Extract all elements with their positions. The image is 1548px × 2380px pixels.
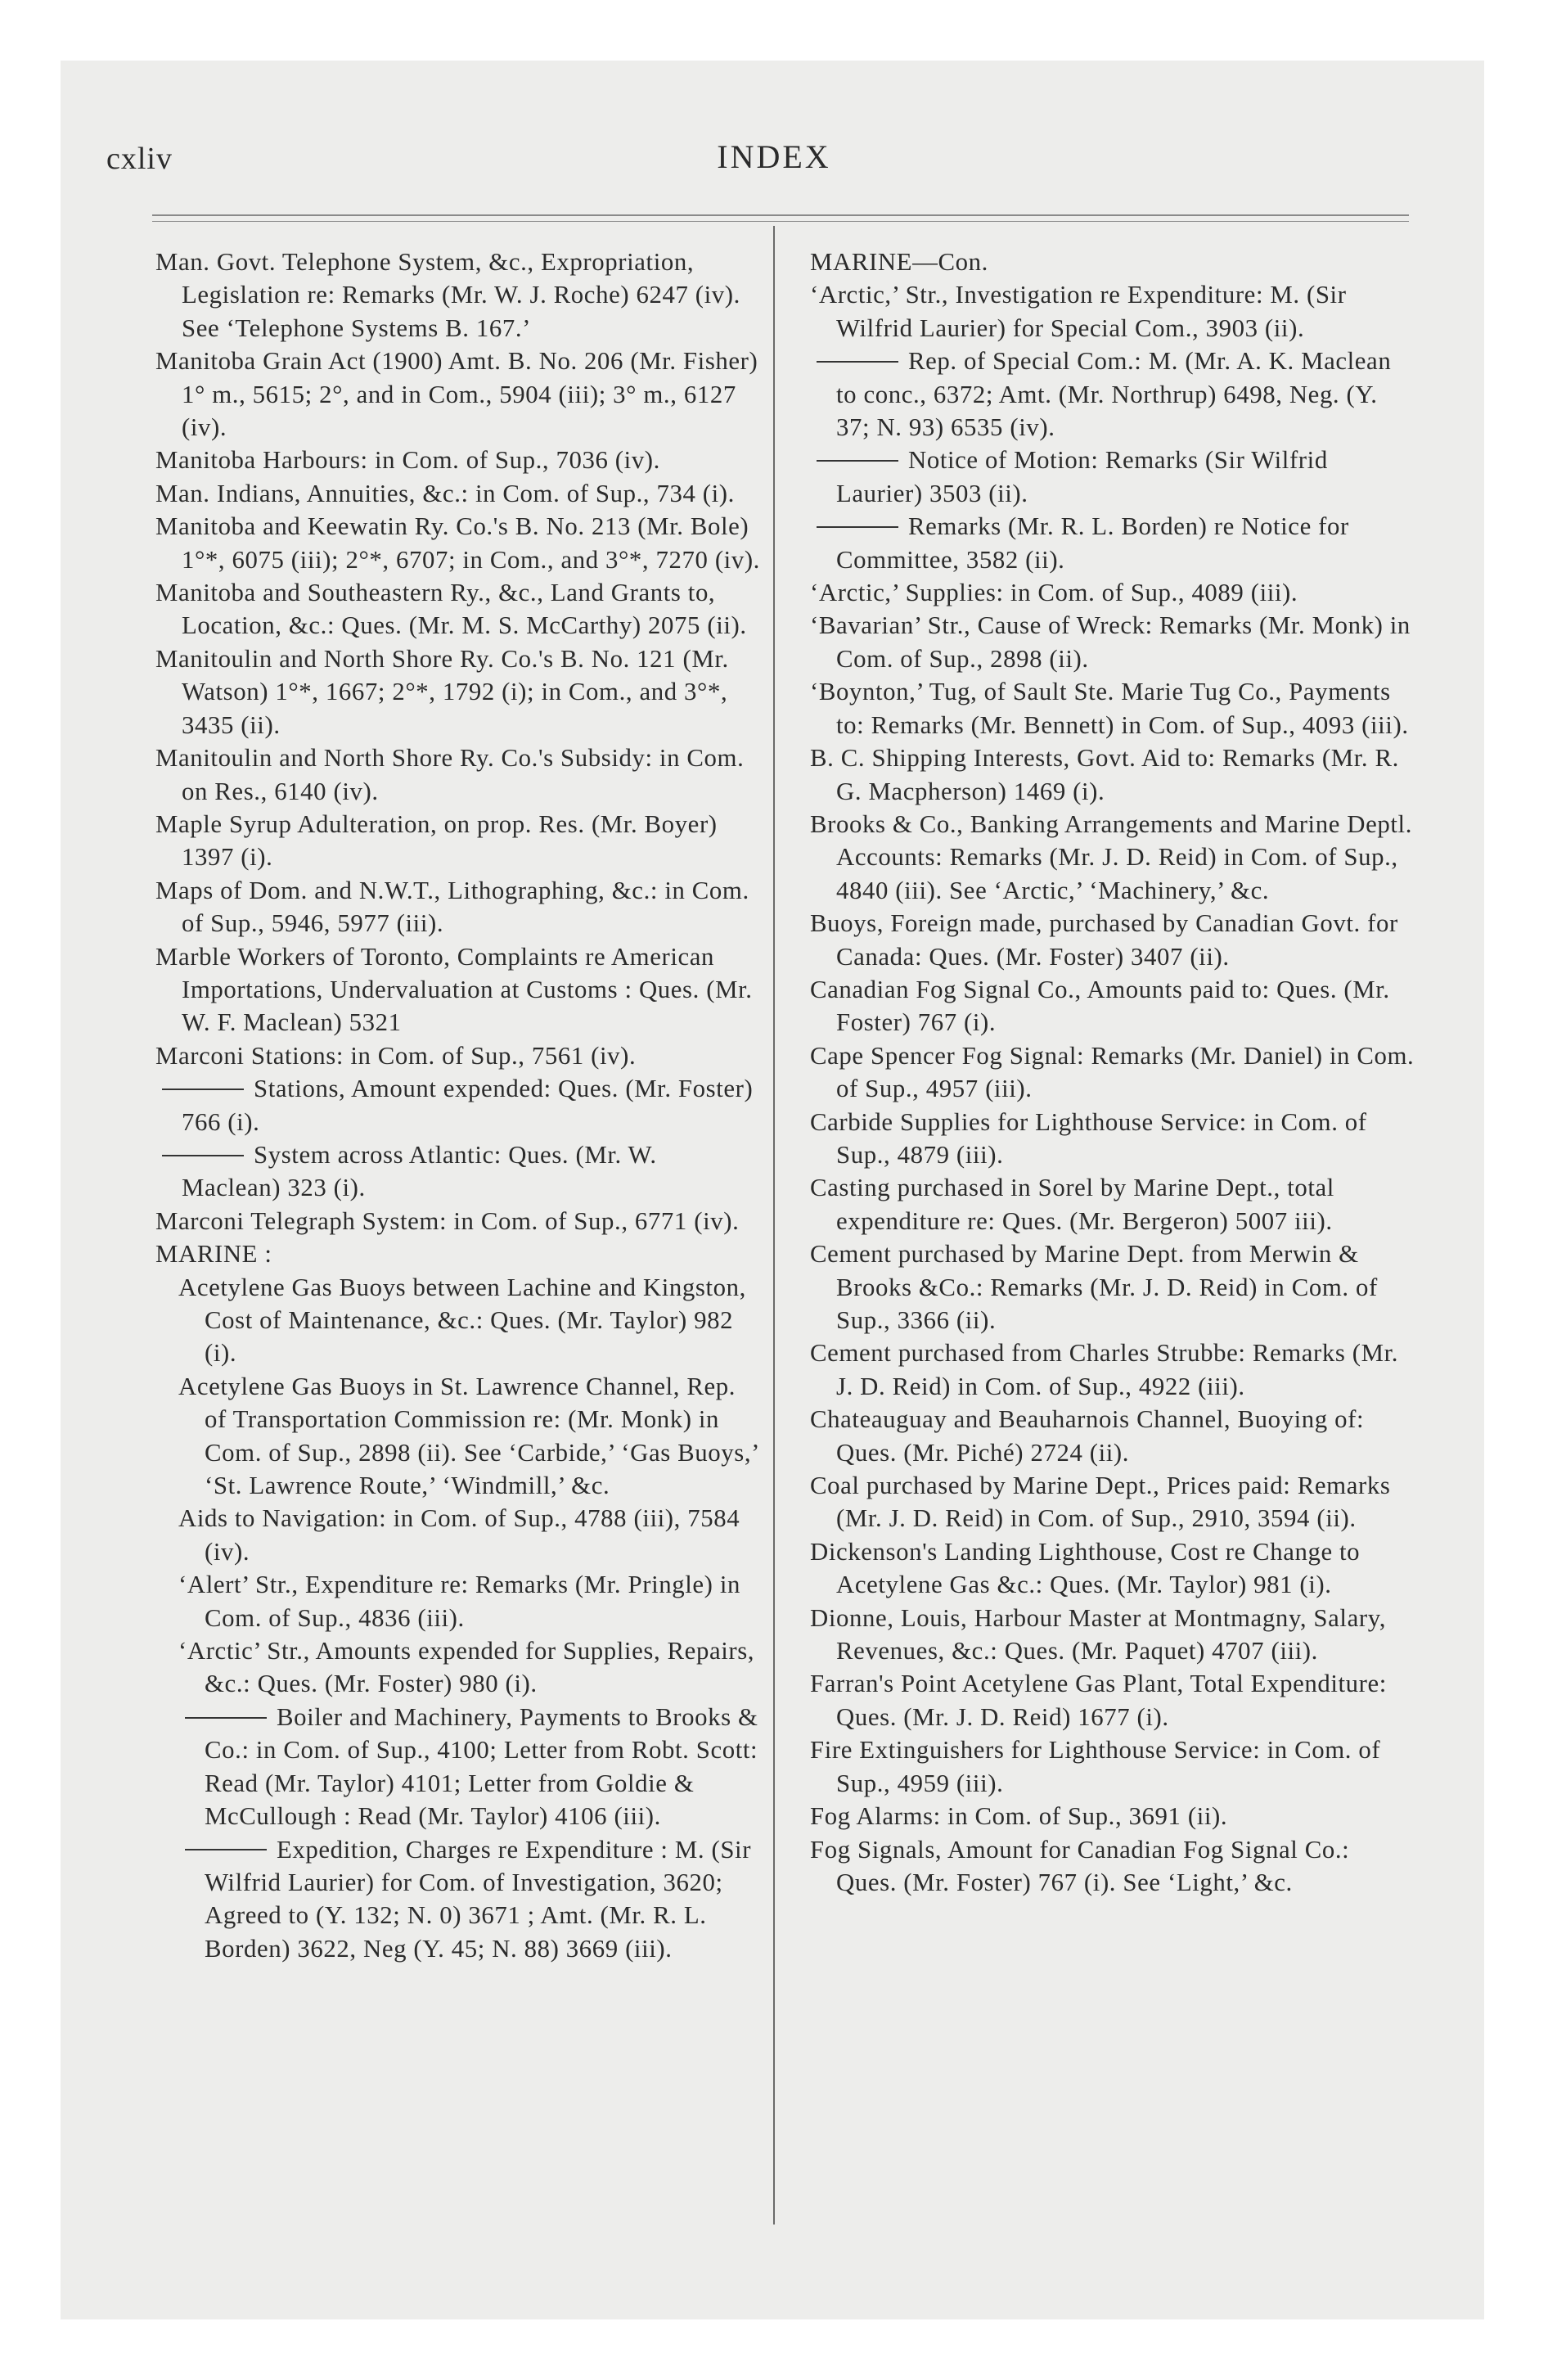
entry-text: Fog Alarms: in Com. of Sup., 3691 (ii). [810,1802,1228,1831]
index-entry [810,1403,1415,1469]
index-entry [810,576,1415,609]
index-entry [810,609,1415,675]
index-entry [155,808,761,874]
ditto-dash [185,1717,267,1719]
index-entry [155,940,761,1039]
entry-text: Canadian Fog Signal Co., Amounts paid to: Ques. (Mr. Foster) 767 (i). [810,975,1390,1037]
index-entry [810,1336,1415,1403]
index-entry [810,741,1415,808]
entry-text: ‘Boynton,’ Tug, of Sault Ste. Marie Tug Co., Payments to: Remarks (Mr. Bennett) in Com. of Sup., 4093 (iii). [810,678,1409,739]
index-entry [178,1370,761,1503]
index-entry [810,973,1415,1039]
entry-text: Marconi Telegraph System: in Com. of Sup., 6771 (iv). [155,1206,740,1235]
entry-text: Notice of Motion: Remarks (Sir Wilfrid Laurier) 3503 (ii). [836,446,1328,507]
column-divider [773,226,775,2224]
entry-text: Manitoba Grain Act (1900) Amt. B. No. 206 (Mr. Fisher) 1° m., 5615; 2°, and in Com., 5904 (iii); 3° m., 6127 (iv). [155,347,758,442]
entry-text: Maps of Dom. and N.W.T., Lithographing, &c.: in Com. of Sup., 5946, 5977 (iii). [155,876,749,938]
entry-text: Manitoulin and North Shore Ry. Co.'s Subsidy: in Com. on Res., 6140 (iv). [155,744,745,805]
index-entry [810,1106,1415,1172]
entry-text: Marconi Stations: in Com. of Sup., 7561 (iv). [155,1041,637,1070]
entry-text: Farran's Point Acetylene Gas Plant, Total Expenditure: Ques. (Mr. J. D. Reid) 1677 (i). [810,1670,1387,1731]
ditto-dash [185,1849,267,1850]
entry-text: Fog Signals, Amount for Canadian Fog Signal Co.: Ques. (Mr. Foster) 767 (i). See ‘Light,’ &c. [810,1835,1350,1896]
section-heading [810,246,1415,278]
entry-text: Acetylene Gas Buoys in St. Lawrence Channel, Rep. of Transportation Commission re: (Mr. Monk) in Com. of Sup., 2898 (ii). See ‘Carbide,’ ‘Gas Buoys,’ ‘St. Lawrence Route,’ ‘Windmill,’ &c. [178,1372,758,1500]
entry-text: ‘Bavarian’ Str., Cause of Wreck: Remarks (Mr. Monk) in Com. of Sup., 2898 (ii). [810,611,1411,673]
index-entry [810,808,1415,907]
index-entry [810,1469,1415,1535]
entry-text: Boiler and Machinery, Payments to Brooks & Co.: in Com. of Sup., 4100; Letter from Robt. Scott: Read (Mr. Taylor) 4101; Letter from Goldie & McCullough : Read (Mr. Taylor) 4106 (iii). [205,1702,758,1831]
entry-text: Coal purchased by Marine Dept., Prices paid: Remarks (Mr. J. D. Reid) in Com. of Sup., 2910, 3594 (ii). [810,1472,1391,1533]
index-entry [155,477,761,510]
index-entry [810,444,1415,510]
entry-text: B. C. Shipping Interests, Govt. Aid to: Remarks (Mr. R. G. Macpherson) 1469 (i). [810,744,1399,805]
entry-text: Casting purchased in Sorel by Marine Dept., total expenditure re: Ques. (Mr. Bergeron) 5007 iii). [810,1174,1334,1235]
entry-text: Marble Workers of Toronto, Complaints re American Importations, Undervaluation at Customs : Ques. (Mr. W. F. Maclean) 5321 [155,942,753,1037]
index-entry [178,1502,761,1568]
entry-text: Man. Govt. Telephone System, &c., Expropriation, Legislation re: Remarks (Mr. W. J. Roche) 6247 (iv). See ‘Telephone Systems B. 167.’ [155,248,740,342]
index-entry [155,510,761,576]
entry-text: Rep. of Special Com.: M. (Mr. A. K. Maclean to conc., 6372; Amt. (Mr. Northrup) 6498, Neg. (Y. 37; N. 93) 6535 (iv). [836,347,1392,442]
index-entry [810,675,1415,741]
index-entry [155,444,761,476]
right-column [810,246,1415,1899]
page-title: INDEX [717,138,831,175]
entry-text: Brooks & Co., Banking Arrangements and Marine Deptl. Accounts: Remarks (Mr. J. D. Reid) in Com. of Sup., 4840 (iii). See ‘Arctic,’ ‘Machinery,’ &c. [810,809,1412,904]
entry-text: Acetylene Gas Buoys between Lachine and Kingston, Cost of Maintenance, &c.: Ques. (Mr. Taylor) 982 (i). [178,1273,746,1368]
index-entry [810,1733,1415,1800]
entry-text: ‘Alert’ Str., Expenditure re: Remarks (Mr. Pringle) in Com. of Sup., 4836 (iii). [178,1571,740,1632]
index-entry [810,1667,1415,1733]
entry-text: Chateauguay and Beauharnois Channel, Buoying of: Ques. (Mr. Piché) 2724 (ii). [810,1405,1365,1467]
index-entry [155,1072,761,1138]
index-entry [810,1171,1415,1237]
entry-text: Manitoba and Southeastern Ry., &c., Land Grants to, Location, &c.: Ques. (Mr. M. S. McCarthy) 2075 (ii). [155,579,747,640]
header-rule [152,214,1409,216]
index-entry [178,1701,761,1833]
ditto-dash [162,1089,244,1090]
entry-text: ‘Arctic,’ Supplies: in Com. of Sup., 4089 (iii). [810,579,1298,607]
entry-text: Carbide Supplies for Lighthouse Service: in Com. of Sup., 4879 (iii). [810,1107,1367,1169]
entry-text: Cape Spencer Fog Signal: Remarks (Mr. Daniel) in Com. of Sup., 4957 (iii). [810,1041,1415,1103]
page-number: cxliv [106,142,173,176]
section-heading [155,1237,761,1270]
entry-text: Expedition, Charges re Expenditure : M. (Sir Wilfrid Laurier) for Com. of Investigation, 3620; Agreed to (Y. 132; N. 0) 3671 ; Amt. (Mr. R. L. Borden) 3622, Neg (Y. 45; N. 88) 3669 (iii). [205,1835,752,1963]
entry-text: Stations, Amount expended: Ques. (Mr. Foster) 766 (i). [182,1075,754,1136]
index-entry [810,1535,1415,1602]
index-entry [810,1833,1415,1900]
index-entry [155,246,761,345]
index-entry [810,278,1415,345]
index-entry [155,1138,761,1205]
entry-text: ‘Arctic’ Str., Amounts expended for Supplies, Repairs, &c.: Ques. (Mr. Foster) 980 (i). [178,1637,755,1698]
index-entry [155,741,761,808]
entry-text: Manitoulin and North Shore Ry. Co.'s B. No. 121 (Mr. Watson) 1°*, 1667; 2°*, 1792 (i); in Com., and 3°*, 3435 (ii). [155,644,729,739]
index-entry [155,345,761,444]
index-entry [810,1602,1415,1668]
left-column [155,246,761,1965]
entry-text: Aids to Navigation: in Com. of Sup., 4788 (iii), 7584 (iv). [178,1504,740,1566]
ditto-dash [817,460,898,462]
entry-text: Cement purchased by Marine Dept. from Merwin & Brooks &Co.: Remarks (Mr. J. D. Reid) in Com. of Sup., 3366 (ii). [810,1240,1378,1334]
ditto-dash [817,526,898,528]
entry-text: Man. Indians, Annuities, &c.: in Com. of Sup., 734 (i). [155,479,735,507]
index-entry [810,1039,1415,1106]
entry-text: MARINE : [155,1240,272,1269]
index-entry [155,576,761,642]
entry-text: ‘Arctic,’ Str., Investigation re Expenditure: M. (Sir Wilfrid Laurier) for Special Com., 3903 (ii). [810,281,1347,342]
entry-text: Maple Syrup Adulteration, on prop. Res. (Mr. Boyer) 1397 (i). [155,809,718,872]
entry-text: Fire Extinguishers for Lighthouse Service: in Com. of Sup., 4959 (iii). [810,1736,1381,1797]
entry-text: MARINE—Con. [810,248,988,276]
ditto-dash [817,361,898,363]
entry-text: Cement purchased from Charles Strubbe: Remarks (Mr. J. D. Reid) in Com. of Sup., 4922 (iii). [810,1339,1399,1400]
header-rule-thin [152,221,1409,222]
entry-text: Dickenson's Landing Lighthouse, Cost re Change to Acetylene Gas &c.: Ques. (Mr. Taylor) 981 (i). [810,1537,1361,1599]
entry-text: System across Atlantic: Ques. (Mr. W. Maclean) 323 (i). [182,1140,657,1202]
entry-text: Dionne, Louis, Harbour Master at Montmagny, Salary, Revenues, &c.: Ques. (Mr. Paquet) 4707 (iii). [810,1603,1386,1666]
index-entry [178,1833,761,1966]
index-entry [810,345,1415,444]
index-entry [155,1205,761,1237]
index-entry [178,1634,761,1701]
index-entry [810,1237,1415,1336]
entry-text: Remarks (Mr. R. L. Borden) re Notice for Committee, 3582 (ii). [836,512,1349,574]
index-entry [155,1039,761,1072]
index-entry [810,1800,1415,1832]
entry-text: Manitoba and Keewatin Ry. Co.'s B. No. 213 (Mr. Bole) 1°*, 6075 (iii); 2°*, 6707; in Com., and 3°*, 7270 (iv). [155,512,760,574]
index-entry [178,1568,761,1634]
ditto-dash [162,1155,244,1156]
index-entry [178,1271,761,1370]
index-entry [155,874,761,940]
index-entry [810,907,1415,973]
entry-text: Buoys, Foreign made, purchased by Canadian Govt. for Canada: Ques. (Mr. Foster) 3407 (ii). [810,909,1398,971]
index-entry [810,510,1415,576]
entry-text: Manitoba Harbours: in Com. of Sup., 7036 (iv). [155,446,660,475]
index-entry [155,642,761,741]
